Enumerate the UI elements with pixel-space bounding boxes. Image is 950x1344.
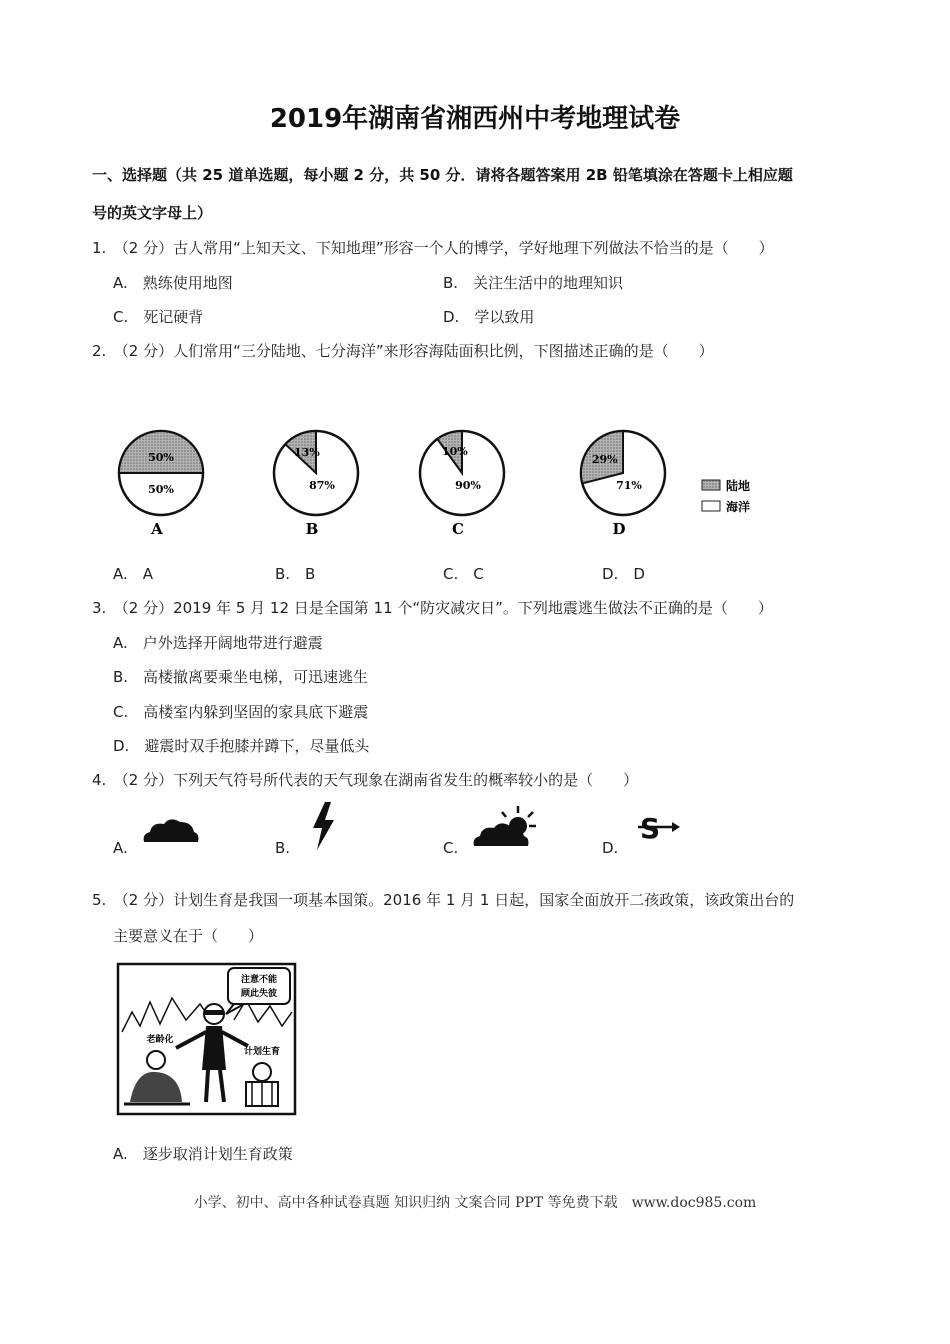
question-5-option-a: A. 逐步取消计划生育政策: [113, 1145, 293, 1163]
pie-a-letter: A: [151, 520, 163, 538]
question-2-option-a: A. A: [113, 565, 154, 583]
question-4-option-a: A.: [113, 839, 128, 857]
question-2-option-c: C. C: [443, 565, 484, 583]
pie-a-ocean-label: 50%: [148, 483, 174, 496]
question-2-option-d: D. D: [602, 565, 645, 583]
pie-b-letter: B: [305, 520, 319, 538]
cartoon-bubble-line2: 顾此失彼: [240, 989, 278, 999]
question-1-option-c: C. 死记硬背: [113, 308, 204, 326]
pie-d-land-label: 29%: [591, 452, 618, 466]
question-2-stem: 2. （2 分）人们常用“三分陆地、七分海洋”来形容海陆面积比例，下图描述正确的是（ ）: [92, 342, 714, 360]
land-ocean-pie-figure: [100, 420, 780, 550]
question-1-option-a: A. 熟练使用地图: [113, 274, 233, 292]
question-4-stem: 4. （2 分）下列天气符号所代表的天气现象在湖南省发生的概率较小的是（ ）: [92, 771, 639, 789]
question-3-option-a: A. 户外选择开阔地带进行避震: [113, 634, 323, 652]
page-title: 2019年湖南省湘西州中考地理试卷: [269, 104, 681, 134]
legend-land-swatch: [702, 480, 720, 490]
question-1-option-b: B. 关注生活中的地理知识: [443, 274, 624, 292]
question-3-stem: 3. （2 分）2019 年 5 月 12 日是全国第 11 个“防灾减灾日”。下列地震逃生做法不正确的是（ ）: [92, 599, 773, 617]
sandstorm-icon: [636, 810, 682, 846]
section-heading-line1: 一、选择题（共 25 道单选题，每小题 2 分，共 50 分．请将各题答案用 2B 铅笔填涂在答题卡上相应题: [92, 166, 793, 184]
legend-ocean-swatch: [702, 501, 720, 511]
policy-cartoon: [116, 962, 298, 1116]
sun-behind-cloud-icon: [470, 804, 540, 850]
legend-ocean-label: 海洋: [726, 500, 751, 514]
question-3-option-c: C. 高楼室内躲到坚固的家具底下避震: [113, 703, 369, 721]
question-5-stem-line1: 5. （2 分）计划生育是我国一项基本国策。2016 年 1 月 1 日起，国家全面放开二孩政策，该政策出台的: [92, 891, 795, 909]
svg-text:S: S: [640, 812, 661, 845]
pie-c-letter: C: [452, 520, 464, 538]
section-heading-line2: 号的英文字母上）: [92, 204, 213, 222]
question-1-stem: 1. （2 分）古人常用“上知天文、下知地理”形容一个人的博学，学好地理下列做法不恰当的是（ ）: [92, 239, 774, 257]
pie-d-ocean-label: 71%: [616, 479, 642, 492]
pie-a-land-label: 50%: [148, 451, 174, 464]
pie-b-ocean-label: 87%: [309, 479, 335, 492]
cartoon-right-label: 计划生育: [243, 1047, 281, 1057]
pie-c-ocean-label: 90%: [455, 479, 481, 492]
pie-c-land-label: 10%: [441, 445, 468, 459]
question-4-option-c: C.: [443, 839, 459, 857]
legend-land-label: 陆地: [726, 479, 751, 493]
question-4-option-b: B.: [275, 839, 291, 857]
cartoon-bubble-line1: 注意不能: [240, 975, 278, 985]
cartoon-left-label: 老龄化: [146, 1035, 174, 1045]
question-1-option-d: D. 学以致用: [443, 308, 535, 326]
lightning-icon: [307, 800, 339, 852]
question-3-option-b: B. 高楼撤离要乘坐电梯，可迅速逃生: [113, 668, 369, 686]
cloudy-icon: [140, 812, 202, 848]
question-5-stem-line2: 主要意义在于（ ）: [113, 927, 264, 945]
pie-b-land-label: 13%: [293, 445, 320, 459]
question-4-option-d: D.: [602, 839, 619, 857]
pie-d-letter: D: [612, 520, 626, 538]
question-2-option-b: B. B: [275, 565, 316, 583]
question-3-option-d: D. 避震时双手抱膝并蹲下，尽量低头: [113, 737, 370, 755]
page-footer: 小学、初中、高中各种试卷真题 知识归纳 文案合同 PPT 等免费下载 www.doc985.com: [193, 1195, 757, 1211]
